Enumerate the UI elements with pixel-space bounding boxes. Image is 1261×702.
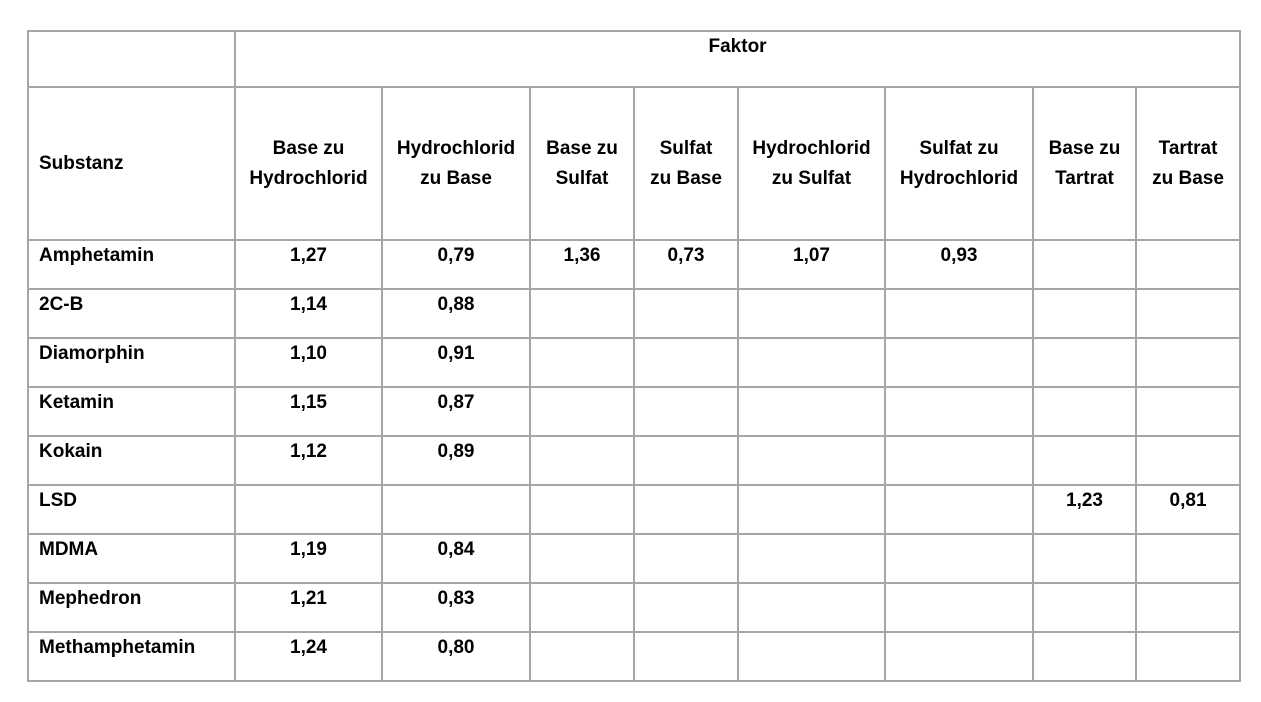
factor-value-cell xyxy=(738,632,885,681)
substance-name-cell: 2C-B xyxy=(28,289,235,338)
substance-name-cell: MDMA xyxy=(28,534,235,583)
factor-value-cell: 0,91 xyxy=(382,338,530,387)
column-header-line: Base zu xyxy=(546,137,618,159)
table-row xyxy=(28,632,1240,681)
factor-value-cell: 1,12 xyxy=(235,436,382,485)
factor-value-cell xyxy=(530,534,634,583)
factor-value-cell: 0,89 xyxy=(382,436,530,485)
column-header-line: Hydrochlorid xyxy=(396,137,516,159)
column-header-line: zu Base xyxy=(1152,167,1224,189)
factor-value-cell: 1,36 xyxy=(530,240,634,289)
substance-name-cell: Ketamin xyxy=(28,387,235,436)
column-header-line: zu Sulfat xyxy=(771,167,852,189)
column-header-line: zu Base xyxy=(420,167,492,189)
factor-value-cell xyxy=(1136,583,1240,632)
factor-value-cell xyxy=(885,289,1033,338)
factor-value-cell: 1,19 xyxy=(235,534,382,583)
factor-value-cell: 0,84 xyxy=(382,534,530,583)
factor-value-cell xyxy=(382,485,530,534)
factor-value-cell xyxy=(738,583,885,632)
factor-value-cell: 0,93 xyxy=(885,240,1033,289)
factor-value-cell: 1,23 xyxy=(1033,485,1136,534)
factor-value-cell: 1,14 xyxy=(235,289,382,338)
factor-value-cell: 1,21 xyxy=(235,583,382,632)
factor-value-cell xyxy=(738,436,885,485)
column-header-line: Hydrochlorid xyxy=(752,137,871,159)
factor-value-cell xyxy=(885,632,1033,681)
factor-value-cell xyxy=(530,436,634,485)
factor-value-cell: 0,80 xyxy=(382,632,530,681)
substanz-header: Substanz xyxy=(28,87,235,240)
column-header-line: Sulfat xyxy=(555,167,609,189)
factor-value-cell: 1,15 xyxy=(235,387,382,436)
column-header xyxy=(738,87,885,240)
column-header xyxy=(634,87,738,240)
table-row xyxy=(28,436,1240,485)
factor-value-cell xyxy=(1033,338,1136,387)
factor-value-cell xyxy=(738,289,885,338)
table-row xyxy=(28,338,1240,387)
factor-value-cell xyxy=(885,436,1033,485)
substance-name-cell: Amphetamin xyxy=(28,240,235,289)
factor-value-cell xyxy=(738,534,885,583)
factor-value-cell xyxy=(634,338,738,387)
factor-table xyxy=(27,30,1241,682)
column-header-line: Tartrat xyxy=(1158,137,1218,159)
factor-value-cell: 0,79 xyxy=(382,240,530,289)
column-header-line: Base zu xyxy=(1048,137,1121,159)
factor-value-cell xyxy=(530,289,634,338)
factor-value-cell xyxy=(738,338,885,387)
factor-value-cell xyxy=(235,485,382,534)
factor-value-cell xyxy=(634,583,738,632)
factor-value-cell xyxy=(1136,387,1240,436)
factor-value-cell xyxy=(885,387,1033,436)
column-header-line: Hydrochlorid xyxy=(249,167,368,189)
table-row xyxy=(28,485,1240,534)
column-header xyxy=(235,87,382,240)
factor-value-cell xyxy=(1033,436,1136,485)
substance-name-cell: Diamorphin xyxy=(28,338,235,387)
factor-value-cell xyxy=(1033,632,1136,681)
column-header-line: Tartrat xyxy=(1055,167,1114,189)
empty-corner-cell xyxy=(28,31,235,87)
factor-value-cell xyxy=(1136,338,1240,387)
factor-value-cell xyxy=(634,632,738,681)
factor-value-cell xyxy=(1136,534,1240,583)
factor-value-cell xyxy=(738,485,885,534)
factor-value-cell xyxy=(634,387,738,436)
factor-value-cell: 1,27 xyxy=(235,240,382,289)
factor-value-cell xyxy=(1136,436,1240,485)
factor-value-cell: 1,10 xyxy=(235,338,382,387)
factor-value-cell: 0,83 xyxy=(382,583,530,632)
substance-name-cell: Kokain xyxy=(28,436,235,485)
column-header xyxy=(1033,87,1136,240)
factor-value-cell: 1,07 xyxy=(738,240,885,289)
substance-name-cell: Mephedron xyxy=(28,583,235,632)
group-header-row xyxy=(28,31,1240,87)
column-header xyxy=(382,87,530,240)
factor-value-cell xyxy=(1033,289,1136,338)
factor-value-cell xyxy=(1033,583,1136,632)
column-header xyxy=(885,87,1033,240)
column-header-row xyxy=(28,87,1240,240)
table-row xyxy=(28,289,1240,338)
table-row xyxy=(28,583,1240,632)
column-header-line: Base zu xyxy=(272,137,345,159)
factor-value-cell xyxy=(1136,240,1240,289)
column-header-line: Sulfat xyxy=(659,137,713,159)
factor-value-cell xyxy=(738,387,885,436)
table-row xyxy=(28,387,1240,436)
factor-value-cell: 0,88 xyxy=(382,289,530,338)
factor-value-cell xyxy=(1033,240,1136,289)
substance-name-cell: LSD xyxy=(28,485,235,534)
table-row xyxy=(28,240,1240,289)
table-body xyxy=(28,240,1240,681)
column-header-line: Sulfat zu xyxy=(919,137,999,159)
factor-value-cell: 0,81 xyxy=(1136,485,1240,534)
factor-value-cell xyxy=(634,436,738,485)
factor-value-cell xyxy=(530,485,634,534)
factor-value-cell xyxy=(1136,632,1240,681)
column-header xyxy=(1136,87,1240,240)
factor-value-cell: 0,87 xyxy=(382,387,530,436)
factor-value-cell xyxy=(530,338,634,387)
factor-value-cell: 0,73 xyxy=(634,240,738,289)
factor-value-cell xyxy=(634,289,738,338)
factor-value-cell xyxy=(530,387,634,436)
column-header-line: Hydrochlorid xyxy=(899,167,1019,189)
column-header-line: zu Base xyxy=(650,167,722,189)
substance-name-cell: Methamphetamin xyxy=(28,632,235,681)
factor-value-cell xyxy=(1033,534,1136,583)
factor-value-cell xyxy=(885,534,1033,583)
table-row xyxy=(28,534,1240,583)
factor-value-cell xyxy=(885,338,1033,387)
column-header xyxy=(530,87,634,240)
factor-value-cell xyxy=(530,632,634,681)
faktor-header: Faktor xyxy=(235,31,1240,87)
factor-value-cell xyxy=(1033,387,1136,436)
factor-value-cell: 1,24 xyxy=(235,632,382,681)
factor-value-cell xyxy=(634,485,738,534)
factor-value-cell xyxy=(1136,289,1240,338)
factor-value-cell xyxy=(885,485,1033,534)
factor-value-cell xyxy=(634,534,738,583)
factor-value-cell xyxy=(530,583,634,632)
factor-value-cell xyxy=(885,583,1033,632)
